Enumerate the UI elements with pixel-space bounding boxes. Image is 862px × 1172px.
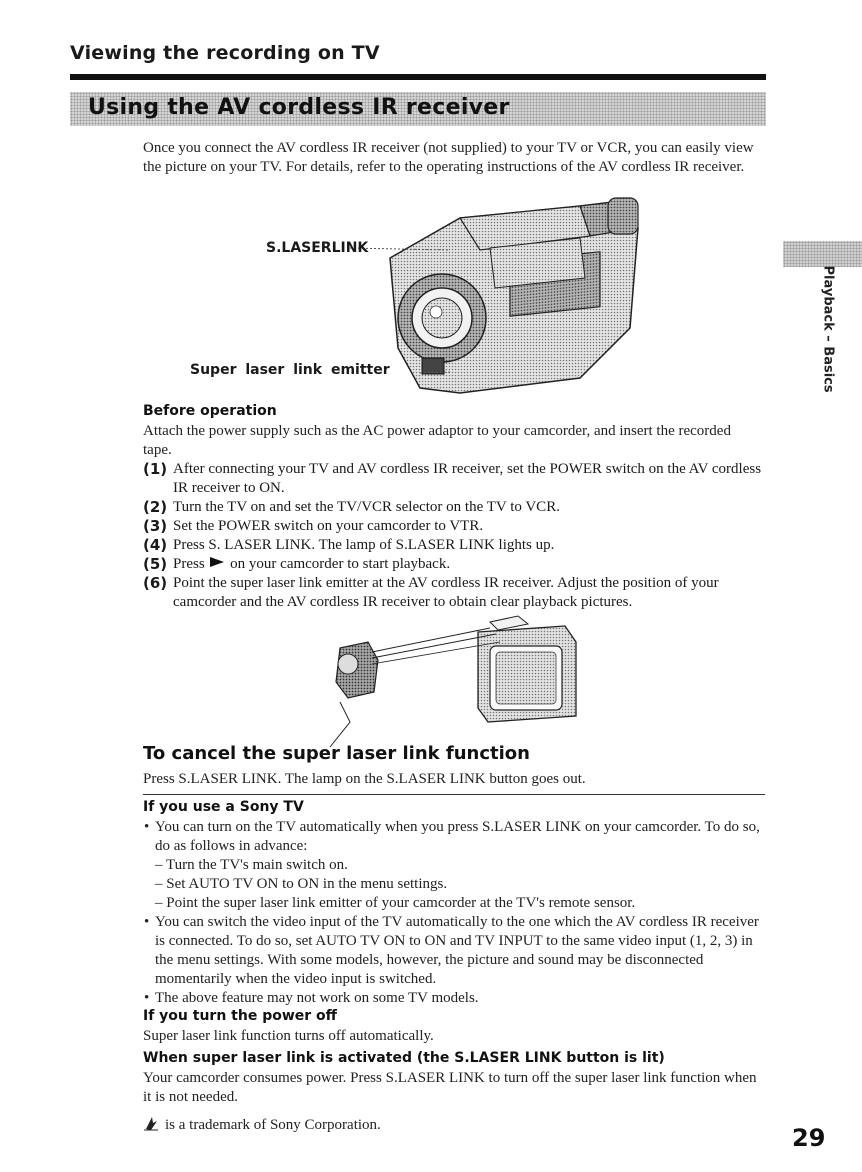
sony-tv-bullet: • You can switch the video input of the TV automatically to the one which the AV cordless IR receiver is connected. To do so, set AUTO TV ON to ON and TV INPUT to the same video input (1, 2, 3) in the menu settings. With some models, however, the picture and sound may be disconnected momentarily when the video input is switched. <box>143 913 763 989</box>
cancel-text: Press S.LASER LINK. The lamp on the S.LASER LINK button goes out. <box>143 771 586 787</box>
sony-tv-bullet: • The above feature may not work on some TV models. <box>143 989 763 1008</box>
section-rule <box>143 794 765 795</box>
laser-link-logo-icon <box>143 1115 159 1131</box>
page-number: 29 <box>792 1124 826 1152</box>
step-item <box>143 574 763 612</box>
step-number: (2) <box>143 498 168 516</box>
camcorder-lens <box>398 274 486 362</box>
step-item <box>143 555 763 574</box>
before-operation-text: Attach the power supply such as the AC power adaptor to your camcorder, and insert the recorded tape. <box>143 423 731 458</box>
before-operation-title: Before operation <box>143 403 277 419</box>
steps-list <box>143 460 763 612</box>
page-header-title: Viewing the recording on TV <box>70 42 380 64</box>
sony-tv-dash: – Set AUTO TV ON to ON in the menu settings. <box>155 876 448 892</box>
step-text-after: on your camcorder to start playback. <box>230 556 451 572</box>
step-text: Turn the TV on and set the TV/VCR selector on the TV to VCR. <box>173 499 560 515</box>
step-text: Point the super laser link emitter at the AV cordless IR receiver. Adjust the position of your camcorder and the AV cordless IR receiver to obtain clear playback pictures. <box>173 575 719 610</box>
step-item <box>143 498 763 517</box>
callout-laser-emitter: Super laser link emitter <box>190 362 390 378</box>
section-banner-title: Using the AV cordless IR receiver <box>88 95 510 120</box>
cancel-title: To cancel the super laser link function <box>143 743 530 764</box>
power-off-title: If you turn the power off <box>143 1008 337 1024</box>
step-text-before: Press <box>173 556 205 572</box>
activated-text: Your camcorder consumes power. Press S.LASER LINK to turn off the super laser link function when it is not needed. <box>143 1070 757 1105</box>
tv-receiver-illustration <box>300 612 590 748</box>
header-rule <box>70 74 766 80</box>
step-number: (1) <box>143 460 168 478</box>
step-item <box>143 460 763 498</box>
sony-tv-block <box>143 818 763 1008</box>
sony-tv-dash: – Point the super laser link emitter of your camcorder at the TV's remote sensor. <box>155 895 636 911</box>
section-banner <box>70 92 766 126</box>
laser-emitter-window <box>422 358 444 374</box>
activated-title: When super laser link is activated (the S.LASER LINK button is lit) <box>143 1050 665 1066</box>
small-camcorder <box>330 642 378 747</box>
step-number: (5) <box>143 555 168 573</box>
sony-tv-bullet: • You can turn on the TV automatically when you press S.LASER LINK on your camcorder. To do so, do as follows in advance: <box>143 818 763 856</box>
trademark-line <box>143 1115 703 1135</box>
step-number: (3) <box>143 517 168 535</box>
sony-tv-dash: – Turn the TV's main switch on. <box>155 857 348 873</box>
play-icon <box>210 557 224 567</box>
tv-set <box>478 616 576 722</box>
intro-paragraph: Once you connect the AV cordless IR receiver (not supplied) to your TV or VCR, you can easily view the picture on your TV. For details, refer to the operating instructions of the AV cordless IR receiver. <box>143 140 754 175</box>
side-tab-marker <box>783 241 862 267</box>
step-text: Set the POWER switch on your camcorder to VTR. <box>173 518 484 534</box>
side-tab-label: Playback – Basics <box>820 265 836 393</box>
sony-tv-title: If you use a Sony TV <box>143 799 304 815</box>
step-item <box>143 536 763 555</box>
power-off-text: Super laser link function turns off automatically. <box>143 1028 434 1044</box>
step-number: (4) <box>143 536 168 554</box>
callout-slaserlink: S.LASERLINK <box>266 240 369 256</box>
step-text: After connecting your TV and AV cordless IR receiver, set the POWER switch on the AV cordless IR receiver to ON. <box>173 461 762 496</box>
step-number: (6) <box>143 574 168 592</box>
step-item <box>143 517 763 536</box>
step-text: Press S. LASER LINK. The lamp of S.LASER LINK lights up. <box>173 537 555 553</box>
trademark-text: is a trademark of Sony Corporation. <box>165 1117 381 1133</box>
